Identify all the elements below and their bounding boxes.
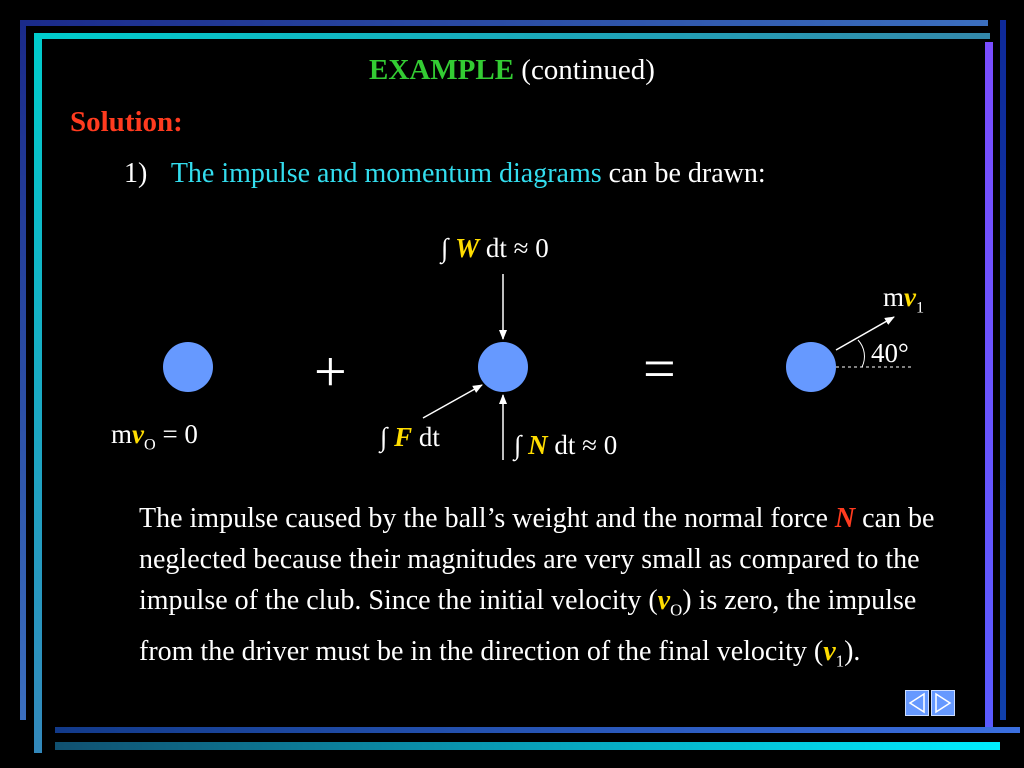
weight-rest: dt ≈ 0 (479, 233, 549, 263)
para-text-1: The impulse caused by the ball’s weight and the normal force (139, 503, 835, 534)
angle-arc (858, 340, 864, 367)
para-text-4: ). (844, 635, 861, 667)
para-velocity-var-o: v (657, 585, 671, 616)
final-momentum-label (883, 284, 924, 316)
initial-momentum-label (111, 421, 198, 453)
initial-momentum-rest: = 0 (155, 419, 198, 449)
next-slide-icon (932, 691, 954, 715)
prev-slide-icon (906, 691, 928, 715)
ball-initial (163, 342, 213, 392)
para-sub-o: O (670, 600, 683, 620)
force-arrow (423, 385, 482, 418)
final-momentum-var: v (904, 282, 916, 312)
para-text-2: can be neglected because their magnitudes are very small as compared to the impulse of the club. Since the initial velocity ( (139, 503, 935, 616)
para-text-3: ) is zero, the impulse from the driver must be in the direction of the final velocity ( (139, 585, 917, 667)
force-integral: ∫ (380, 422, 388, 452)
para-velocity-var-1: v (823, 635, 836, 667)
initial-momentum-var: v (132, 419, 144, 449)
force-var: F (394, 422, 413, 452)
final-momentum-sub: 1 (916, 298, 925, 317)
final-momentum-prefix: m (883, 282, 905, 312)
para-sub-1: 1 (835, 651, 845, 671)
explanation-paragraph (139, 498, 959, 681)
step-highlight: The impulse and momentum diagrams (170, 158, 602, 189)
weight-integral: ∫ (441, 233, 449, 263)
title-keyword: EXAMPLE (369, 54, 515, 86)
ball-final (786, 342, 836, 392)
normal-integral: ∫ (514, 430, 522, 460)
step-rest: can be drawn: (608, 158, 766, 189)
weight-impulse-label (441, 235, 549, 262)
ball-impulse (478, 342, 528, 392)
weight-var: W (455, 233, 480, 263)
normal-var: N (528, 430, 548, 460)
initial-momentum-prefix: m (111, 419, 133, 449)
title-rest: (continued) (521, 54, 655, 86)
step-number: 1) (124, 158, 148, 189)
angle-label: 40° (871, 338, 909, 368)
force-impulse-label (380, 424, 440, 451)
equals-sign: = (643, 336, 676, 401)
next-slide-button[interactable] (931, 690, 955, 716)
solution-label: Solution: (70, 106, 183, 138)
force-rest: dt (412, 422, 440, 452)
plus-sign: + (314, 339, 347, 404)
prev-slide-button[interactable] (905, 690, 929, 716)
normal-impulse-label (514, 432, 617, 459)
initial-momentum-sub: O (144, 435, 156, 454)
para-normal-var: N (834, 503, 856, 534)
normal-rest: dt ≈ 0 (547, 430, 618, 460)
